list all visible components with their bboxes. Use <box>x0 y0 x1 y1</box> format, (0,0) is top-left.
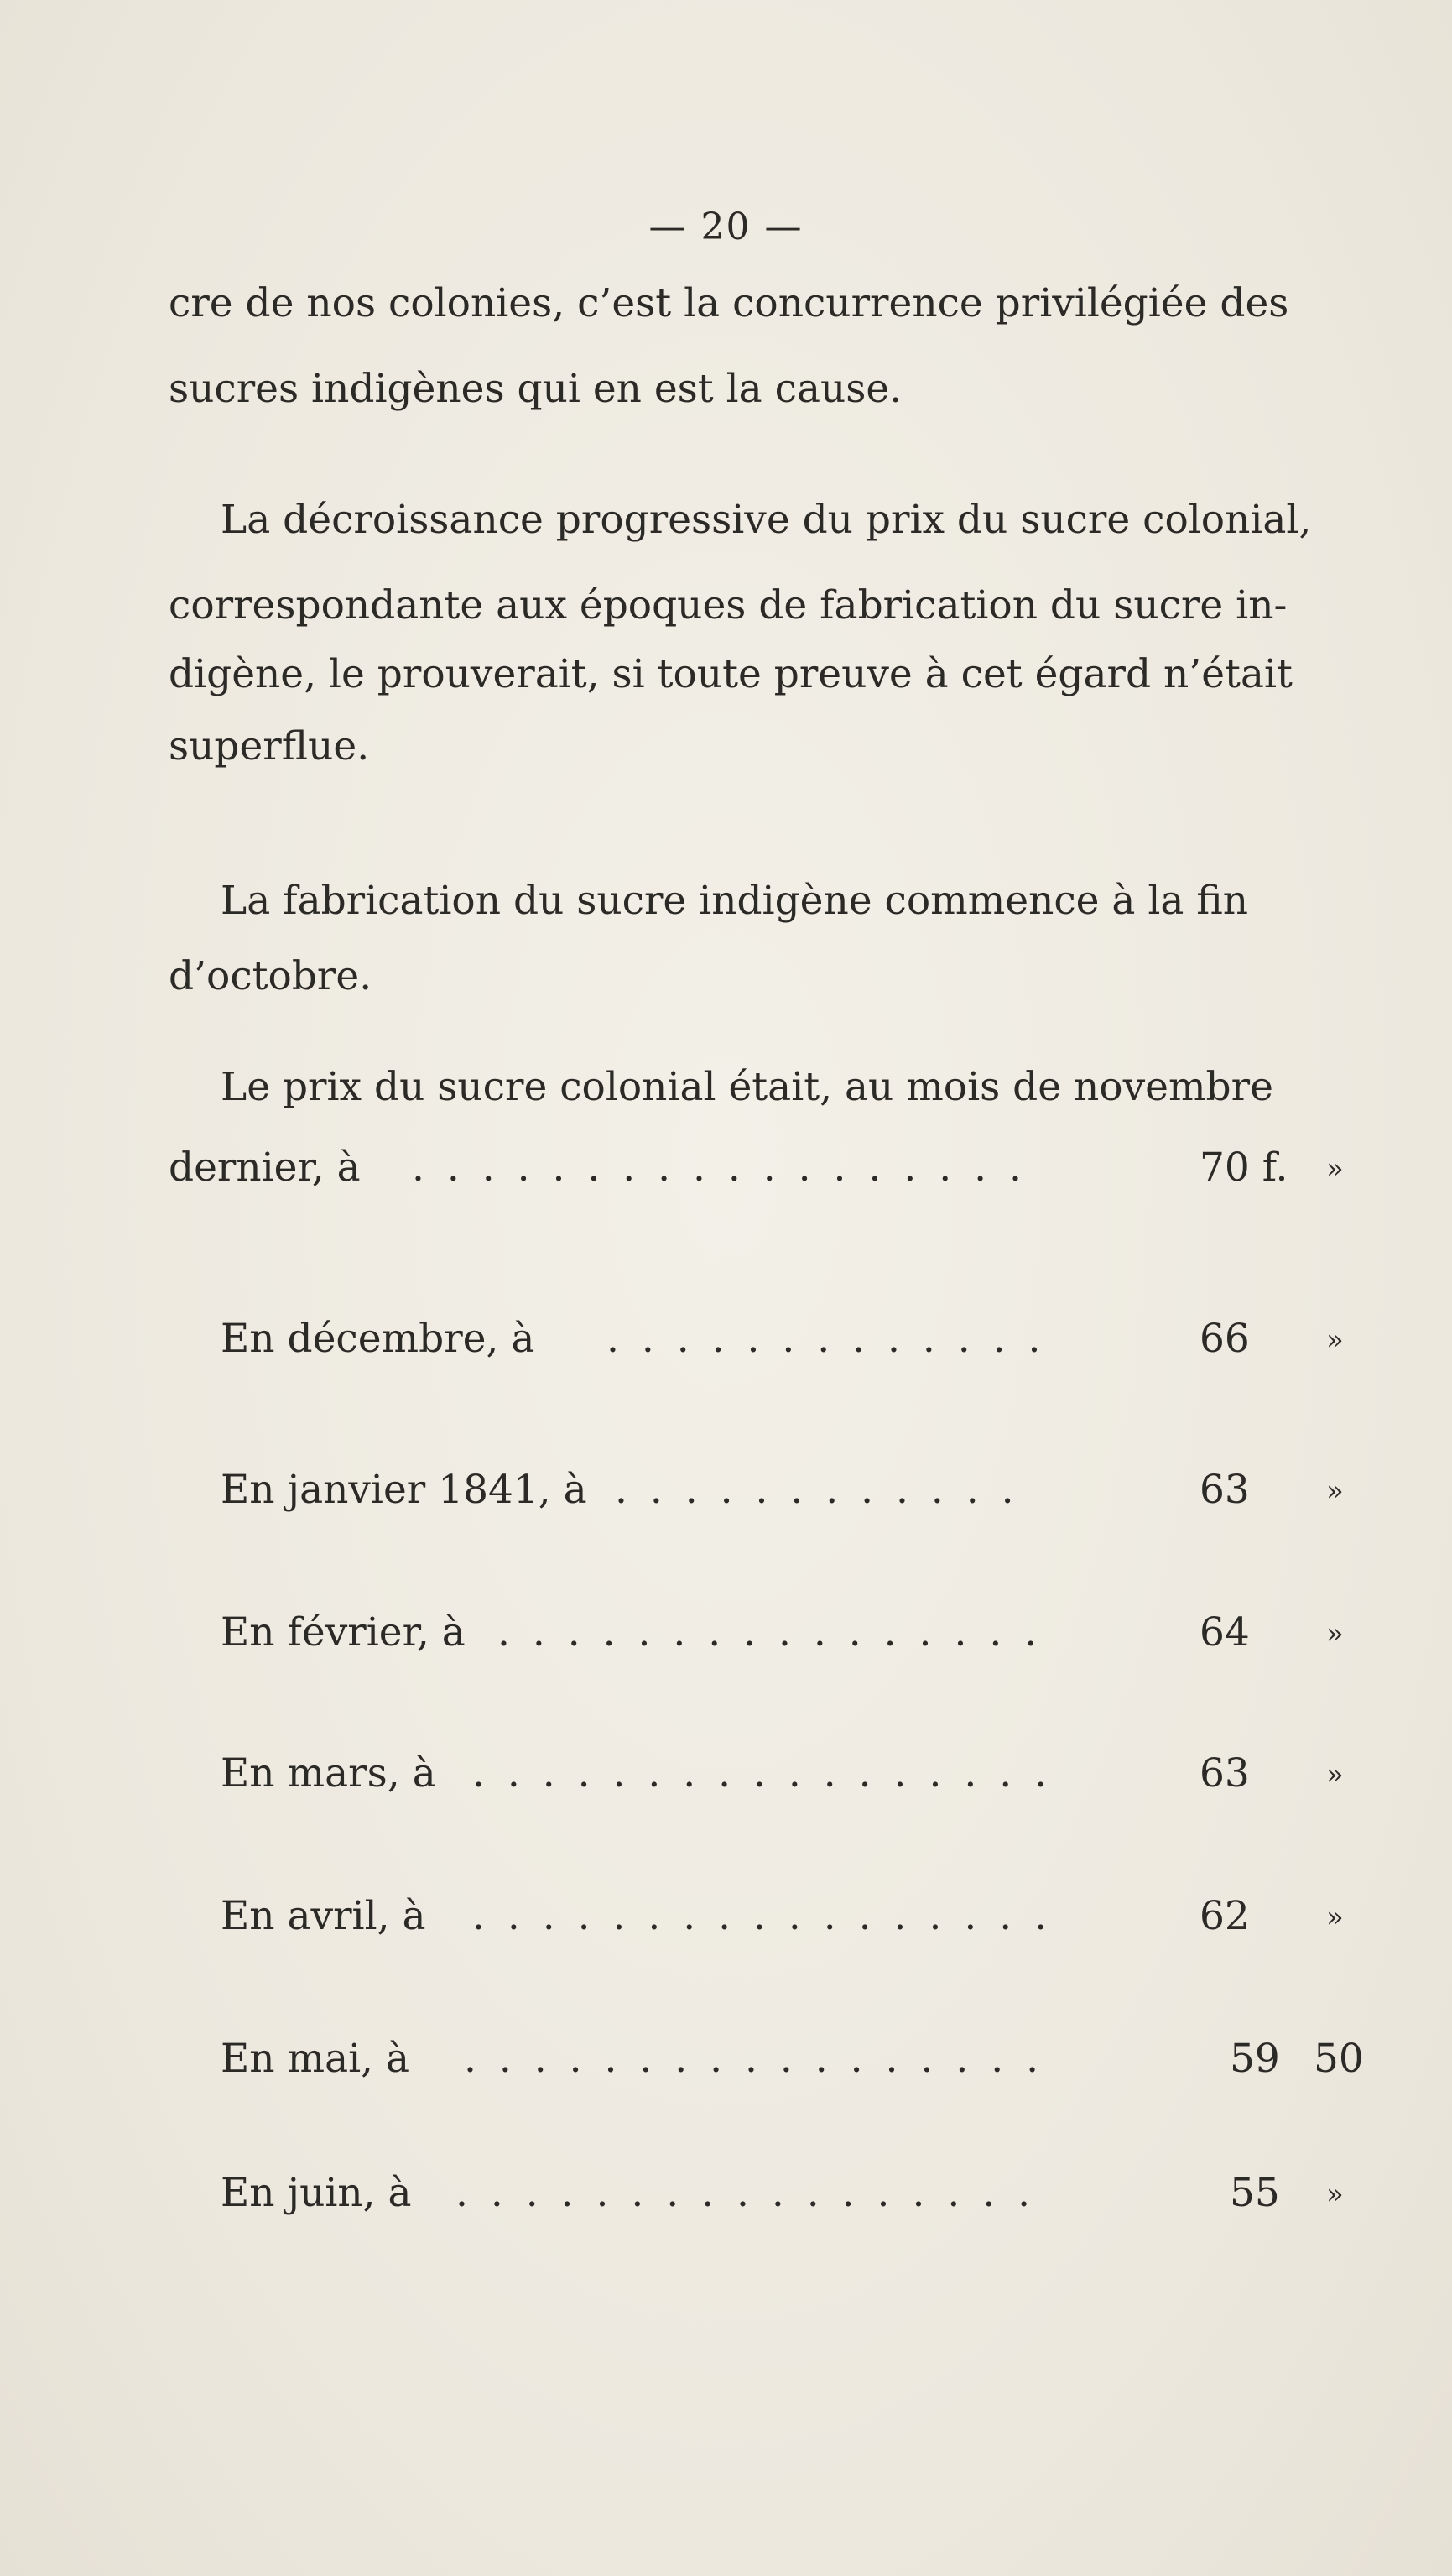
price-value: 64 <box>1200 1609 1250 1656</box>
row-label: En mars, à <box>221 1750 436 1796</box>
price-value: 63 <box>1200 1750 1250 1796</box>
leader-dots: . . . . . . . . . . . . . . . . . <box>455 2173 1036 2213</box>
price-cents: » <box>1326 2177 1344 2211</box>
leader-dots: . . . . . . . . . . . . . . . . <box>497 1613 1043 1652</box>
leader-dots: . . . . . . . . . . . . <box>615 1470 1019 1510</box>
text-line: Le prix du sucre colonial était, au mois de novembre <box>221 1064 1273 1110</box>
price-cents: » <box>1326 1617 1344 1650</box>
price-cents: » <box>1326 1758 1344 1791</box>
price-value: 55 <box>1230 2170 1280 2216</box>
price-cents: » <box>1326 1901 1344 1934</box>
price-value: 59 <box>1230 2036 1280 2082</box>
text-line: La décroissance progressive du prix du sucre colonial, <box>221 497 1312 543</box>
price-value: 63 <box>1200 1467 1250 1513</box>
price-cents: 50 <box>1314 2036 1364 2082</box>
row-label: En juin, à <box>221 2170 412 2216</box>
text-line: d’octobre. <box>169 953 372 999</box>
price-row <box>221 1316 1395 1369</box>
row-label: dernier, à <box>169 1145 361 1191</box>
row-label: En mai, à <box>221 2036 410 2082</box>
price-row <box>221 2170 1395 2224</box>
price-row <box>221 1750 1395 1804</box>
price-row <box>221 1467 1395 1520</box>
price-row-november <box>169 1145 1344 1198</box>
row-label: En février, à <box>221 1609 466 1656</box>
price-cents: » <box>1326 1152 1344 1186</box>
price-row <box>221 1893 1395 1947</box>
text-line: La fabrication du sucre indigène commence à la fin <box>221 878 1249 924</box>
leader-dots: . . . . . . . . . . . . . . . . . . <box>412 1148 1027 1187</box>
text-line: digène, le prouverait, si toute preuve à cet égard n’était <box>169 651 1293 697</box>
page-number: — 20 — <box>648 206 804 248</box>
price-row <box>221 2036 1395 2089</box>
price-cents: » <box>1326 1474 1344 1508</box>
text-line: cre de nos colonies, c’est la concurrence privilégiée des <box>169 280 1289 326</box>
text-line: sucres indigènes qui en est la cause. <box>169 366 903 412</box>
leader-dots: . . . . . . . . . . . . . . . . . <box>472 1754 1053 1793</box>
row-label: En décembre, à <box>221 1316 535 1362</box>
text-line: correspondante aux époques de fabrication du sucre in- <box>169 582 1288 628</box>
leader-dots: . . . . . . . . . . . . . . . . . <box>472 1896 1053 1936</box>
price-value: 62 <box>1200 1893 1250 1939</box>
leader-dots: . . . . . . . . . . . . . . . . . <box>464 2039 1044 2078</box>
row-label: En janvier 1841, à <box>221 1467 587 1513</box>
price-value: 66 <box>1200 1316 1250 1362</box>
leader-dots: . . . . . . . . . . . . . <box>606 1319 1046 1358</box>
price-row <box>221 1609 1395 1663</box>
text-line: superflue. <box>169 723 370 769</box>
price-cents: » <box>1326 1323 1344 1357</box>
price-value: 70 f. <box>1200 1145 1288 1191</box>
row-label: En avril, à <box>221 1893 426 1939</box>
